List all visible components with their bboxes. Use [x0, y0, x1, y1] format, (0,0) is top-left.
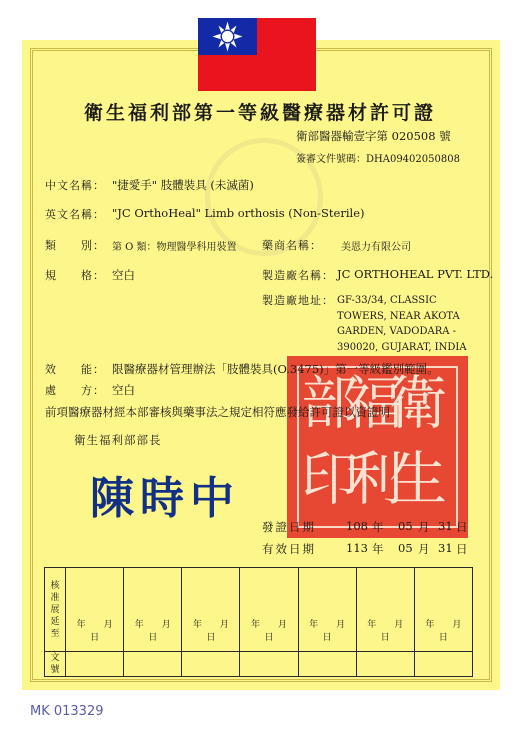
issue-year: 108	[346, 519, 368, 533]
extension-doc-cell	[298, 652, 356, 677]
issue-date-label: 發證日期	[262, 520, 316, 534]
seal-char: 衛	[389, 369, 448, 437]
maker-address	[337, 293, 467, 355]
efficacy-label: 效 能：	[45, 363, 105, 376]
address-label: 製造廠地址：	[262, 294, 334, 307]
issue-year-unit: 年	[372, 520, 384, 534]
seal-char: 印	[301, 445, 360, 513]
address-line: GARDEN, VADODARA -	[337, 326, 457, 337]
en-name-label: 英文名稱：	[45, 208, 105, 221]
issue-date-row	[262, 519, 467, 535]
extension-doc-cell	[356, 652, 414, 677]
valid-month: 05	[398, 541, 413, 555]
address-line: TOWERS, NEAR AKOTA	[337, 310, 460, 322]
minister-signature: 陳時中	[90, 473, 240, 524]
remark-value: 空白	[112, 383, 135, 397]
extension-cell: 年 月 日	[298, 568, 356, 652]
category-value: 第 O 類：物理醫學科用裝置	[112, 242, 237, 253]
extension-doc-label: 文 號	[45, 652, 66, 677]
review-doc-number: 簽審文件號碼：DHA09402050808	[296, 154, 460, 165]
extension-doc-cell	[414, 652, 472, 677]
remark-label: 處 方：	[45, 384, 105, 397]
valid-date-label: 有效日期	[262, 542, 316, 556]
extension-doc-cell	[124, 652, 182, 677]
extension-cell: 年 月 日	[356, 568, 414, 652]
extension-cell: 年 月 日	[182, 568, 240, 652]
valid-day-unit: 日	[456, 542, 468, 556]
license-number: 衛部醫器輸壹字第 020508 號	[296, 129, 451, 143]
maker-label: 製造廠名稱：	[262, 269, 334, 282]
extension-cell: 年 月 日	[240, 568, 298, 652]
seal-char: 利	[345, 445, 404, 513]
extension-doc-cell	[240, 652, 298, 677]
flag-canton	[198, 18, 257, 55]
sun-icon	[198, 18, 257, 55]
extension-doc-cell	[66, 652, 124, 677]
extension-cell: 年 月 日	[414, 568, 472, 652]
efficacy-value: 限醫療器材管理辦法「肢體裝具(O.3475)」第一等級鑑別範圍。	[112, 362, 439, 376]
issue-month: 05	[398, 519, 413, 533]
valid-month-unit: 月	[418, 542, 430, 556]
valid-day: 31	[438, 541, 453, 555]
extension-table	[44, 567, 480, 677]
flag-image	[198, 18, 316, 91]
pharmacy-label: 藥商名稱：	[262, 239, 322, 252]
footer-code: MK 013329	[30, 704, 104, 719]
issue-month-unit: 月	[418, 520, 430, 534]
official-seal	[287, 356, 468, 538]
valid-date-row	[262, 541, 467, 557]
cn-name-value: "捷愛手" 肢體裝具 (未滅菌)	[112, 178, 254, 192]
address-line: 390020, GUJARAT, INDIA	[337, 341, 467, 353]
extension-doc-cell	[182, 652, 240, 677]
address-line: GF-33/34, CLASSIC	[337, 295, 437, 306]
category-label: 類 別：	[45, 239, 105, 252]
maker-value: JC ORTHOHEAL PVT. LTD.	[337, 267, 494, 281]
pharmacy-value: 美恩力有限公司	[341, 242, 411, 253]
seal-char: 生	[389, 445, 448, 513]
valid-year-unit: 年	[372, 542, 384, 556]
spec-label: 規 格：	[45, 269, 105, 282]
spec-value: 空白	[112, 268, 135, 282]
en-name-value: "JC OrthoHeal" Limb orthosis (Non-Sterile)	[112, 206, 365, 220]
issue-day-unit: 日	[456, 520, 468, 534]
minister-title: 衛生福利部部長	[74, 433, 162, 447]
certificate-title: 衛生福利部第一等級醫療器材許可證	[83, 102, 436, 124]
seal-char: 部	[301, 369, 360, 437]
cn-name-label: 中文名稱：	[45, 179, 105, 192]
issue-day: 31	[438, 519, 453, 533]
extension-cell: 年 月 日	[66, 568, 124, 652]
certification-statement: 前項醫療器材經本部審核與藥事法之規定相符應發給許可證以資證明	[45, 405, 390, 419]
extension-side-label: 核 准 展 延 至	[45, 568, 66, 652]
valid-year: 113	[346, 541, 368, 555]
seal-char: 福	[345, 369, 404, 437]
extension-cell: 年 月 日	[124, 568, 182, 652]
